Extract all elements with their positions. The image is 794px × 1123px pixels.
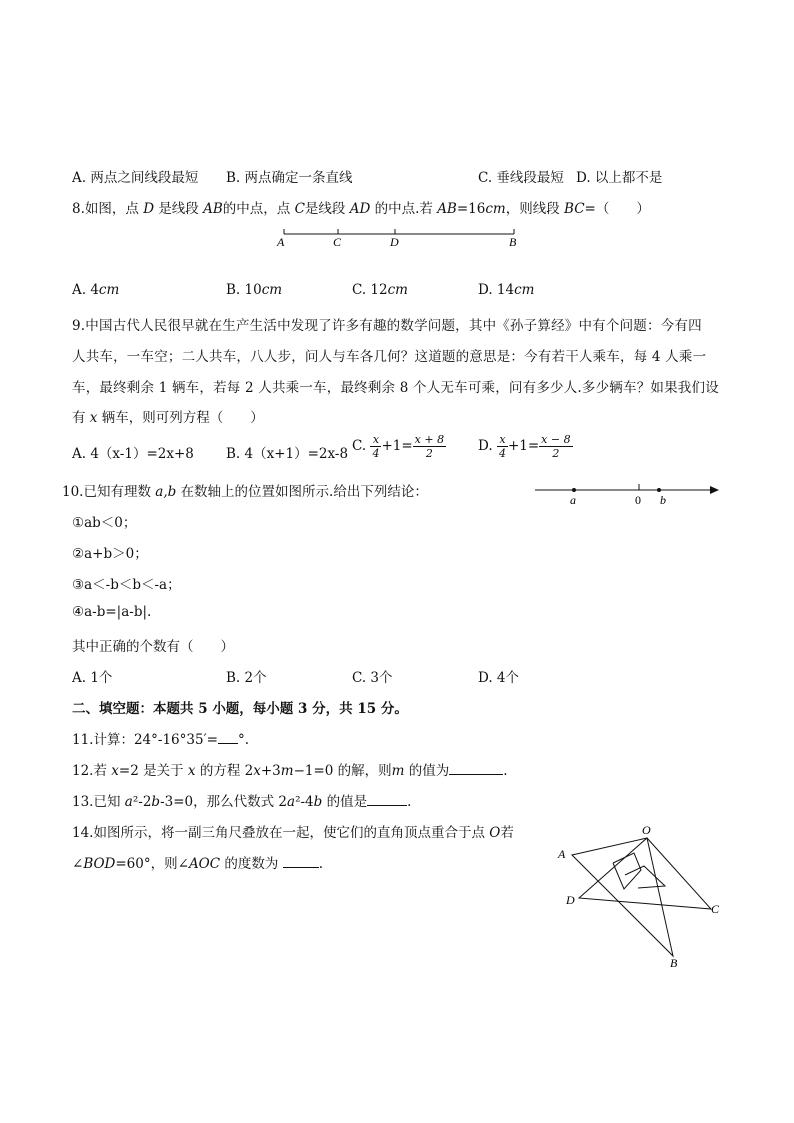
q7-option-b: B. 两点确定一条直线: [226, 170, 353, 186]
number-line-arrow-icon: [710, 486, 719, 494]
label-zero: 0: [635, 493, 641, 507]
label-b: b: [660, 493, 666, 507]
q9-line-1: 9.中国古代人民很早就在生产生活中发现了许多有趣的数学问题，其中《孙子算经》中有个问题：今有四: [72, 318, 702, 334]
q8-option-d: D. 14cm: [478, 282, 535, 298]
q10-stem: 10.已知有理数 a,b 在数轴上的位置如图所示.给出下列结论：: [62, 484, 428, 500]
q10-question: 其中正确的个数有（ ）: [72, 639, 234, 655]
q10-conclusion-4: ④a-b=|a-b|.: [72, 604, 152, 620]
label-c: C: [333, 235, 342, 249]
q7-option-d: D. 以上都不是: [576, 170, 663, 186]
q10-conclusion-3: ③a＜-b＜b＜-a；: [72, 577, 181, 593]
label-a: a: [570, 493, 576, 507]
label-b: B: [670, 956, 678, 970]
q8-option-c: C. 12cm: [352, 282, 408, 298]
q10-option-a: A. 1个: [72, 670, 113, 686]
q11: 11.计算：24°-16°35′= °.: [72, 732, 249, 748]
label-a: A: [558, 847, 566, 861]
label-c: C: [711, 902, 720, 916]
q9-line-2: 人共车，一车空；二人共车，八人步，问人与车各几何？这道题的意思是：今有若干人乘车，每 4 人乘一: [72, 349, 707, 365]
q12-answer-blank[interactable]: [449, 774, 503, 775]
section-2-header: 二、填空题：本题共 5 小题，每小题 3 分，共 15 分。: [72, 701, 408, 717]
inner-overlap-shape: [613, 853, 641, 889]
label-o: O: [642, 823, 651, 837]
label-b: B: [509, 235, 517, 249]
label-d: D: [390, 235, 399, 249]
q10-conclusion-1: ①ab＜0；: [72, 515, 137, 531]
q8-option-a: A. 4cm: [72, 282, 120, 298]
q9-c-frac-1: $\frac{x}{4}$: [372, 433, 380, 460]
q8-option-b: B. 10cm: [226, 282, 283, 298]
q9-option-b: B. 4（x+1）=2x-8: [226, 446, 349, 462]
q9-option-a: A. 4（x-1）=2x+8: [72, 446, 194, 462]
q14-line-1: 14.如图所示，将一副三角尺叠放在一起，使它们的直角顶点重合于点 O若: [72, 825, 514, 841]
q10-option-b: B. 2个: [226, 670, 267, 686]
q10-option-c: C. 3个: [352, 670, 393, 686]
q12: 12.若 x=2 是关于 x 的方程 2x+3m−1=0 的解，则m 的值为 .: [72, 763, 508, 779]
q9-d-frac-1: $\frac{x}{4}$: [498, 433, 506, 460]
inner-triangle: [625, 866, 665, 888]
q13: 13.已知 a²-2b-3=0，那么代数式 2a²-4b 的值是 .: [72, 794, 412, 810]
q9-c-frac-2: $\frac{x + 8}{2}$: [414, 433, 445, 460]
q8-segment-figure: [270, 222, 530, 252]
q8-stem: 8.如图，点 D 是线段 AB的中点，点 C是线段 AD 的中点.若 AB=16cm，则线段 BC=（ ）: [72, 201, 650, 217]
q14-answer-blank[interactable]: [283, 867, 319, 868]
point-b-dot: [657, 488, 661, 492]
label-a: A: [277, 235, 285, 249]
q11-answer-blank[interactable]: [218, 743, 238, 744]
q9-line-3: 车，最终剩余 1 辆车，若每 2 人共乘一车，最终剩余 8 个人无车可乘，问有多少人.多少辆车？如果我们设: [72, 380, 719, 396]
q14-line-2: ∠BOD=60°，则∠AOC 的度数为 .: [72, 856, 323, 872]
label-d: D: [566, 893, 575, 907]
q9-line-4: 有 x 辆车，则可列方程（ ）: [72, 410, 264, 426]
q7-option-c: C. 垂线段最短: [478, 170, 564, 186]
q9-d-frac-2: $\frac{x - 8}{2}$: [541, 433, 571, 460]
triangle-aob: [572, 838, 673, 956]
q10-option-d: D. 4个: [478, 670, 520, 686]
q10-number-line: [530, 480, 725, 510]
point-a-dot: [572, 488, 576, 492]
q13-answer-blank[interactable]: [367, 805, 407, 806]
q10-conclusion-2: ②a+b＞0；: [72, 546, 148, 562]
q7-option-a: A. 两点之间线段最短: [72, 170, 199, 186]
q9-option-d: D. $\frac{x}{4}$ +1= $\frac{x - 8}{2}$: [478, 433, 571, 460]
q14-triangles-figure: [550, 820, 730, 975]
q9-option-c: C. $\frac{x}{4}$ +1= $\frac{x + 8}{2}$: [352, 433, 445, 460]
